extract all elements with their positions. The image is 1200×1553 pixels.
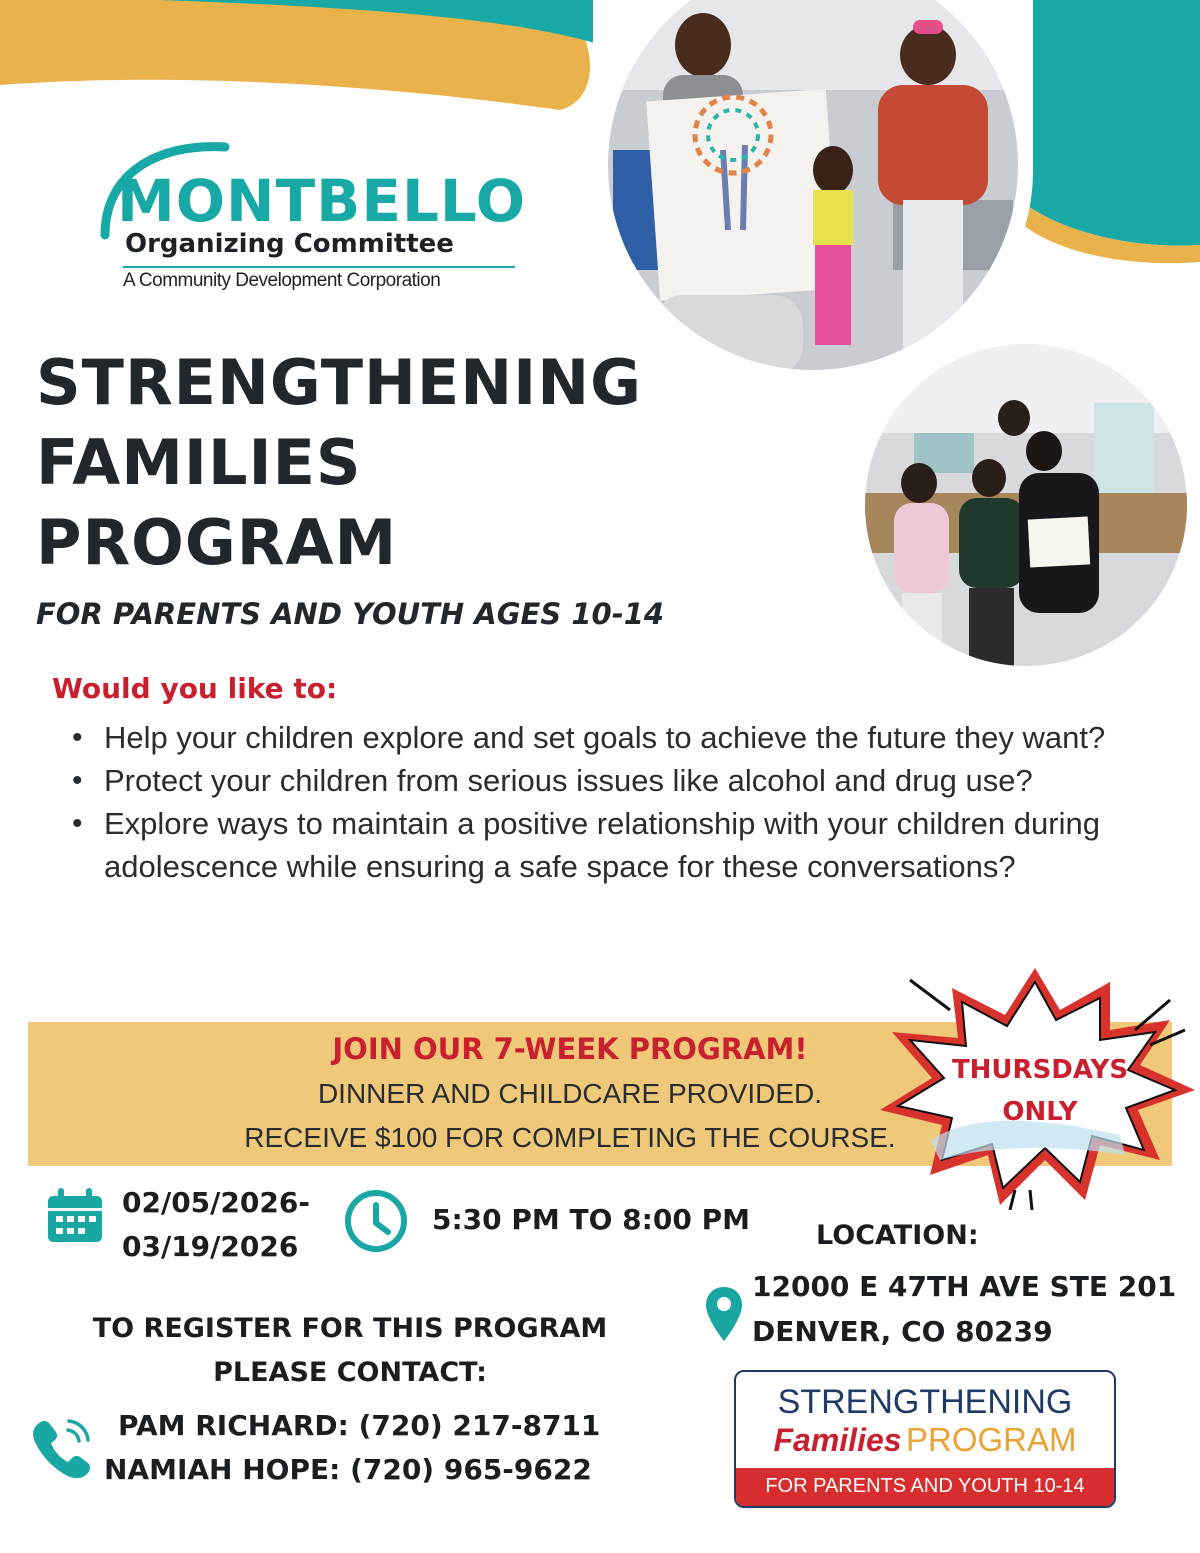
badge-title: STRENGTHENING <box>777 1383 1073 1421</box>
banner-line-2: RECEIVE $100 FOR COMPLETING THE COURSE. <box>244 1122 896 1153</box>
location-line-1: 12000 E 47TH AVE STE 201 <box>752 1270 1177 1303</box>
title-line-2: FAMILIES <box>36 426 362 499</box>
burst-line-2: ONLY <box>1002 1097 1078 1127</box>
time-range: 5:30 PM TO 8:00 PM <box>432 1203 750 1236</box>
logo-divider <box>123 266 515 268</box>
list-item: • Help your children explore and set goals to achieve the future they want? <box>52 716 1162 759</box>
burst-line-1: THURSDAYS <box>951 1055 1129 1085</box>
org-logo <box>95 135 525 295</box>
phone-icon <box>30 1414 94 1480</box>
sfp-badge <box>734 1370 1116 1508</box>
date-end: 03/19/2026 <box>122 1230 299 1263</box>
location-label: LOCATION: <box>816 1220 979 1251</box>
contact-2: NAMIAH HOPE: (720) 965-9622 <box>104 1453 592 1486</box>
org-subtitle: Organizing Committee <box>125 229 454 259</box>
title-line-3: PROGRAM <box>36 506 398 579</box>
photo-youth-certificate <box>864 343 1188 667</box>
contact-1: PAM RICHARD: (720) 217-8711 <box>118 1409 601 1442</box>
list-item: • Protect your children from serious issues like alcohol and drug use? <box>52 759 1162 802</box>
badge-program: PROGRAM <box>906 1421 1077 1458</box>
location-pin-icon <box>704 1285 744 1343</box>
banner-headline: JOIN OUR 7-WEEK PROGRAM! <box>332 1032 808 1066</box>
calendar-icon <box>46 1188 104 1244</box>
badge-families-line <box>736 1422 1114 1465</box>
title-line-1: STRENGTHENING <box>36 346 642 419</box>
questions-heading: Would you like to: <box>52 672 338 705</box>
list-item: • Explore ways to maintain a positive relationship with your children during adolescence while ensuring a safe space for these conversations? <box>52 802 1162 888</box>
register-line-1: TO REGISTER FOR THIS PROGRAM <box>92 1313 608 1344</box>
org-name: MONTBELLO <box>117 167 527 235</box>
questions-list <box>52 716 1162 888</box>
title-subtitle: FOR PARENTS AND YOUTH AGES 10-14 <box>36 597 665 631</box>
location-line-2: DENVER, CO 80239 <box>752 1315 1053 1348</box>
org-tagline: A Community Development Corporation <box>123 270 441 291</box>
date-start: 02/05/2026- <box>122 1186 310 1219</box>
badge-footer: FOR PARENTS AND YOUTH 10-14 <box>736 1468 1114 1506</box>
clock-icon <box>343 1188 409 1254</box>
badge-families: Families <box>773 1422 902 1458</box>
banner-line-1: DINNER AND CHILDCARE PROVIDED. <box>317 1078 823 1109</box>
thursdays-burst-icon <box>870 960 1200 1210</box>
register-line-2: PLEASE CONTACT: <box>213 1357 487 1388</box>
